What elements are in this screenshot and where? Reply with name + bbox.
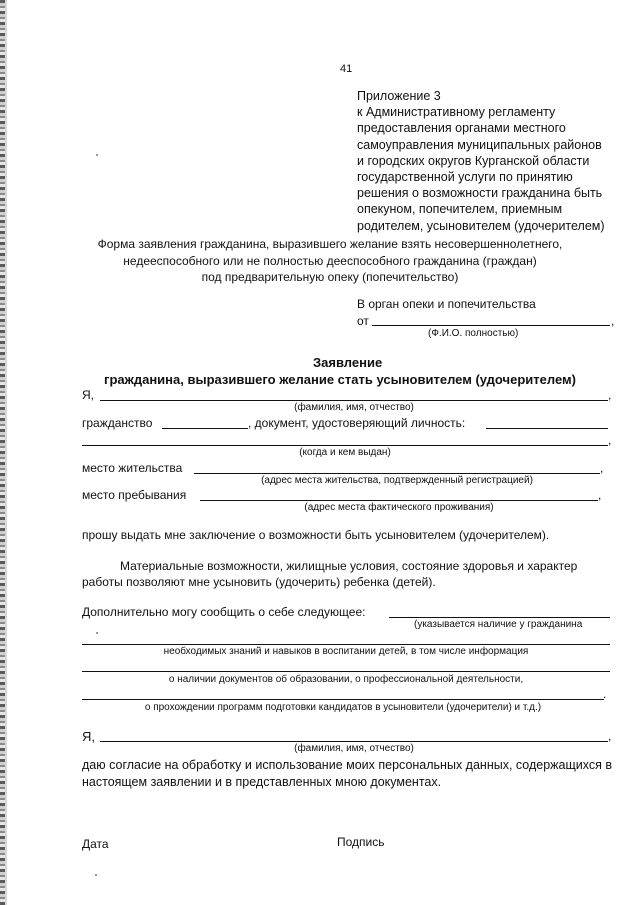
additional-hint-3: о наличии документов об образовании, о профессиональной деятельности, (168, 674, 524, 685)
scan-edge-shadow (5, 0, 7, 905)
signature-label: Подпись (337, 835, 385, 849)
annex-line: государственной услуги по принятию (357, 170, 573, 185)
material-line-2: работы позволяют мне усыновить (удочерить) ребенка (детей). (82, 575, 436, 589)
additional-hint-1: (указывается наличие у гражданина (414, 619, 583, 630)
additional-field-4[interactable] (82, 699, 604, 700)
ya-label: Я, (82, 388, 94, 402)
additional-field-3[interactable] (82, 671, 610, 672)
addressee-comma: , (611, 314, 615, 328)
residence-comma: , (600, 461, 604, 475)
issued-hint: (когда и кем выдан) (299, 447, 391, 458)
stay-comma: , (598, 488, 602, 502)
consent-comma: , (608, 729, 612, 743)
annex-line: к Административному регламенту (357, 105, 556, 120)
annex-line: предоставления органами местного (357, 121, 566, 136)
fio-field[interactable] (100, 400, 608, 401)
addressee-from-hint: (Ф.И.О. полностью) (428, 328, 519, 339)
addressee-from-label: от (357, 314, 369, 328)
annex-line: Приложение 3 (357, 89, 441, 103)
stay-label: место пребывания (82, 488, 187, 502)
consent-ya-label: Я, (82, 729, 95, 744)
scan-speck (95, 874, 97, 876)
scan-speck (96, 154, 98, 156)
scan-speck (96, 632, 98, 634)
additional-field-2[interactable] (82, 644, 610, 645)
form-title-line-1: Форма заявления гражданина, выразившего желание взять несовершеннолетнего, (97, 237, 563, 251)
annex-line: самоуправления муниципальных районов (357, 137, 602, 152)
additional-period: . (603, 687, 607, 701)
fio-hint: (фамилия, имя, отчество) (294, 402, 414, 413)
form-title-line-3: под предварительную опеку (попечительство) (201, 270, 459, 284)
consent-fio-hint: (фамилия, имя, отчество) (294, 743, 414, 754)
citizenship-label: гражданство (82, 416, 153, 430)
form-title-line-2: недееспособного или не полностью дееспособного гражданина (граждан) (123, 254, 537, 268)
annex-line: решения о возможности гражданина быть (357, 186, 603, 201)
annex-block (357, 88, 627, 234)
annex-line: и городских округов Курганской области (357, 153, 590, 168)
fio-comma: , (608, 388, 612, 402)
stay-hint: (адрес места фактического проживания) (304, 502, 494, 513)
additional-hint-2: необходимых знаний и навыков в воспитании детей, в том числе информация (163, 646, 529, 657)
stay-field[interactable] (200, 500, 598, 501)
statement-title: Заявление (313, 355, 383, 370)
annex-line: опекуном, попечителем, приемным (357, 202, 563, 217)
document-issued-field[interactable] (82, 445, 608, 446)
consent-fio-field[interactable] (100, 741, 608, 742)
request-text: прошу выдать мне заключение о возможности быть усыновителем (удочерителем). (82, 528, 550, 542)
residence-hint: (адрес места жительства, подтвержденный регистрацией) (261, 475, 533, 486)
additional-label: Дополнительно могу сообщить о себе следующее: (82, 605, 366, 619)
statement-subtitle: гражданина, выразившего желание стать усыновителем (удочерителем) (104, 372, 576, 387)
material-line-1: Материальные возможности, жилищные условия, состояние здоровья и характер (120, 559, 578, 573)
residence-label: место жительства (82, 461, 183, 475)
additional-hint-4: о прохождении программ подготовки кандидатов в усыновители (удочерители) и т.д.) (144, 702, 542, 713)
citizenship-field[interactable] (162, 428, 248, 429)
document-label: , документ, удостоверяющий личность: (248, 416, 466, 430)
addressee-to: В орган опеки и попечительства (357, 297, 536, 311)
page-number: 41 (340, 63, 353, 75)
addressee-from-field[interactable] (372, 325, 610, 326)
residence-field[interactable] (194, 473, 600, 474)
consent-text: даю согласие на обработку и использование моих персональных данных, содержащихся в настоящем заявлении и в представленных мною документах. (82, 758, 612, 789)
annex-line: родителем, усыновителем (удочерителем) (357, 218, 605, 233)
document-field[interactable] (486, 428, 608, 429)
additional-field-1[interactable] (389, 617, 610, 618)
date-label: Дата (82, 837, 109, 851)
document-comma: , (608, 433, 612, 447)
